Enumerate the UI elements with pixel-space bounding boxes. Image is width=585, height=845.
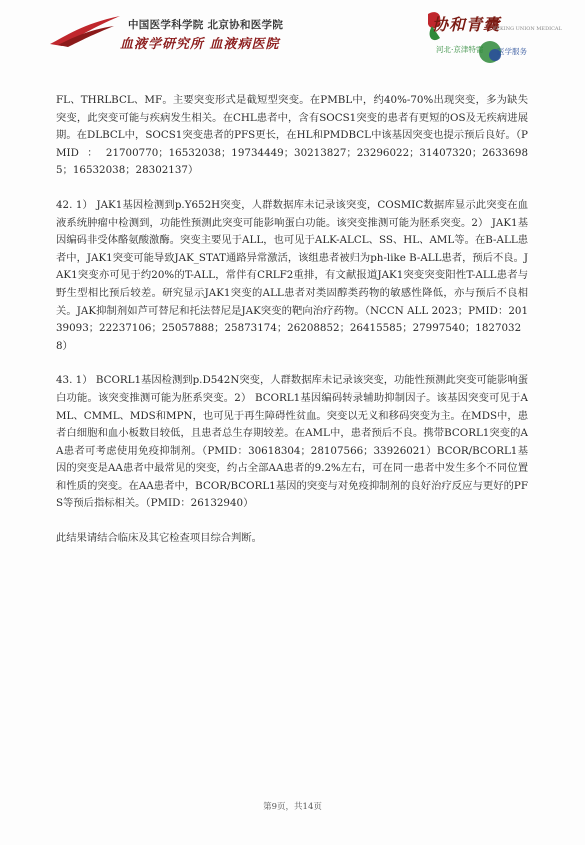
page-header: [0, 0, 585, 70]
partner-subtitle: PEKING UNION MEDICAL: [493, 26, 562, 32]
page-number: 第9页，共14页: [263, 802, 322, 812]
partner-name: 协和青囊: [432, 15, 501, 34]
hospital-name: 血液学研究所 血液病医院: [120, 37, 280, 52]
institute-name: 中国医学科学院 北京协和医学院: [128, 19, 284, 31]
paragraph-bcorl1: 43. 1） BCORL1基因检测到p.D542N突变，人群数据库未记录该突变，功能性预测此突变可能影响蛋白功能。该突变推测可能为胚系突变。2） BCORL1基因编码转录辅助抑制因子。该基因突变可见于AML、CMML、MDS和MPN，也可见于再生障碍性贫血。突变以无义和移码突变为主。在MDS中，患者白细胞和血小板数目较低，且患者总生存期较差。在AML中，患者预后不良。携带BCORL1突变的AA患者可考虑使用免疫抑制剂。（PMID：30618304；28107566；33926021）BCOR/BCORL1基因的突变是AA患者中最常见的突变，约占全部AA患者的9.2%左右，可在同一患者中发生多个不同位置和性质的突变。在AA患者中，BCOR/BCORL1基因的突变与对免疫抑制剂的良好治疗反应与更好的PFS等预后指标相关。（PMID：26132940）: [56, 374, 528, 510]
paragraph-jak1: 42. 1） JAK1基因检测到p.Y652H突变，人群数据库未记录该突变，COSMIC数据库显示此突变在血液系统肿瘤中检测到，功能性预测此突变可能影响蛋白功能。该突变推测可能为胚系突变。2） JAK1基因编码非受体酪氨酸激酶。突变主要见于ALL，也可见于ALK-ALCL、SS、HL、AML等。在B-ALL患者中，JAK1突变可能导致JAK_STAT通路异常激活，该组患者被归为ph-like B-ALL患者，预后不良。JAK1突变亦可见于约20%的T-ALL，常伴有CRLF2重排，有文献报道JAK1突变突变阳性T-ALL患者与野生型相比预后较差。研究显示JAK1突变的ALL患者对类固醇类药物的敏感性降低，亦与预后不良相关。JAK抑制剂如芦可替尼和托法替尼是JAK突变的靶向治疗药物。（NCCN ALL 2023；PMID：20139093；22237106；25057888；25873174；26208852；26415585；27997540；18270328）: [56, 198, 528, 352]
report-body: [56, 92, 528, 565]
partner-tag-region: 河北·京津特需: [436, 45, 484, 54]
partner-tag-service: 医学服务: [497, 47, 527, 56]
paragraph-socs1-continued: FL、THRLBCL、MF。主要突变形式是截短型突变。在PMBL中，约40%-70%出现突变，多为缺失突变，此突变可能与疾病发生相关。在CHL患者中，含有SOCS1突变的患者有更短的OS及无疾病进展期。在DLBCL中，SOCS1突变患者的PFS更长，在HL和PMDBCL中该基因突变也提示预后良好。（PMID：21700770；16532038；19734449；30213827；23296022；31407320；26336985；16532038；28302137）: [56, 94, 528, 177]
paragraph-disclaimer: 此结果请结合临床及其它检查项目综合判断。: [56, 532, 262, 545]
institute-logo-icon: [48, 14, 123, 48]
